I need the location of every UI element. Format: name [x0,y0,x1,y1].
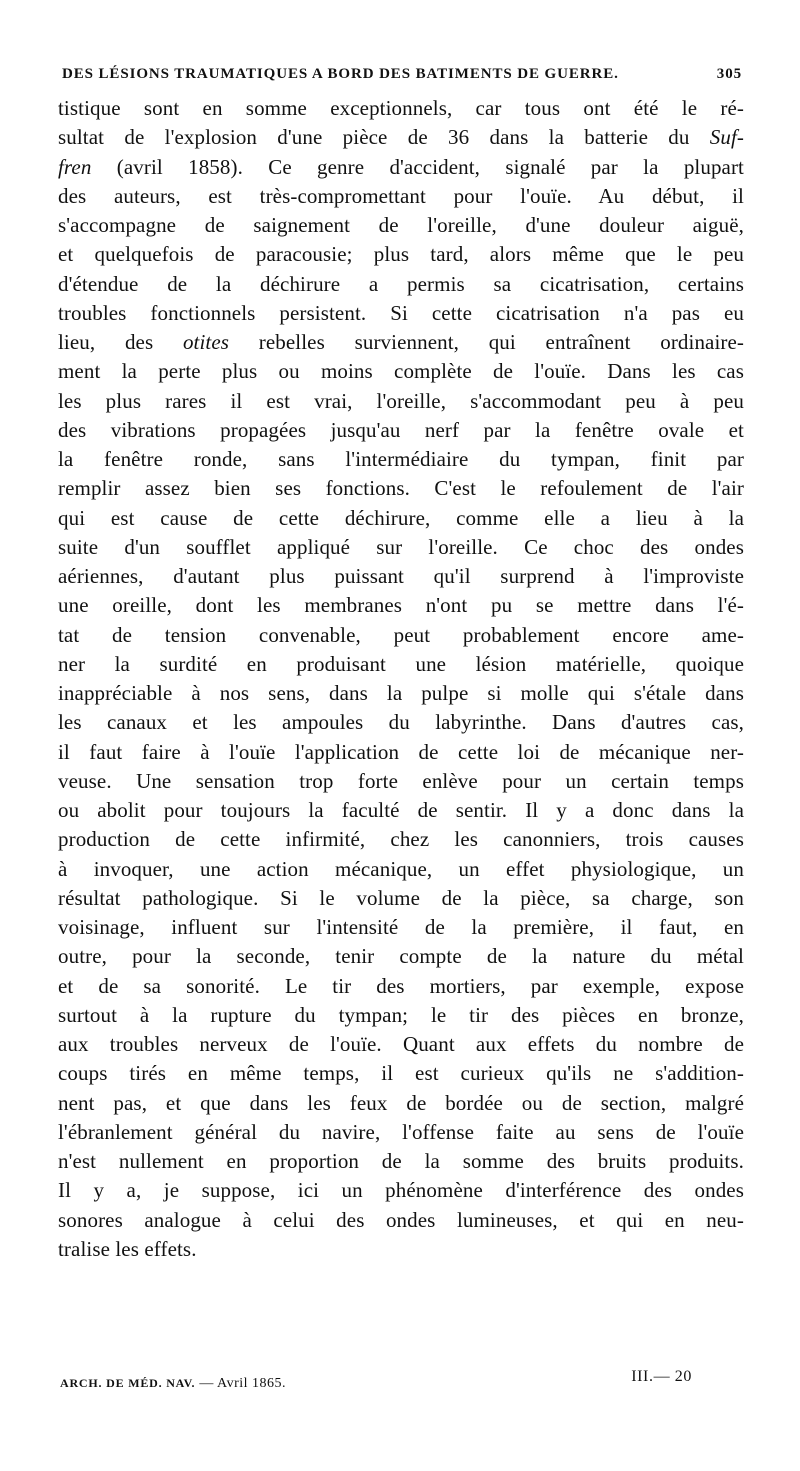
text-run: remplir assez bien ses fonctions. C'est le refoulement de l'air [58,476,744,501]
text-line [58,240,744,269]
text-run: et de sa sonorité. Le tir des mortiers, par exemple, expose [58,973,744,998]
footer-source [60,1376,286,1392]
text-line [58,855,744,884]
text-line [58,416,744,445]
text-line [58,270,744,299]
text-run: ou abolit pour toujours la faculté de sentir. Il y a donc dans la [58,798,744,822]
text-run: l'ébranlement général du navire, l'offense faite au sens de l'ouïe [58,1119,744,1144]
text-run: il faut faire à l'ouïe l'application de cette loi de mécanique ner- [58,739,744,764]
text-line [58,474,744,503]
footer-source-abbrev: ARCH. DE MÉD. NAV. [60,1376,196,1390]
text-line [58,533,744,562]
body-text [58,94,744,1264]
text-run: et quelquefois de paracousie; plus tard, alors même que le peu [58,242,744,267]
running-title: DES LÉSIONS TRAUMATIQUES A BORD DES BATIMENTS DE GUERRE. [62,66,619,82]
text-run: les canaux et les ampoules du labyrinthe. Dans d'autres cas, [58,710,744,735]
text-run: tistique sont en somme exceptionnels, car tous ont été le ré- [58,96,744,120]
text-line [58,1176,744,1205]
text-line [58,1001,744,1030]
text-run: veuse. Une sensation trop forte enlève pour un certain temps [58,768,744,793]
text-line [58,679,744,708]
text-run: s'accompagne de saignement de l'oreille, d'une douleur aiguë, [58,213,744,237]
text-line [58,1147,744,1176]
text-line [58,942,744,971]
signature-mark: III.— 20 [631,1368,692,1385]
text-run: ner la surdité en produisant une lésion matérielle, quoique [58,651,744,676]
text-run: lieu, des [58,330,183,354]
text-line [58,1059,744,1088]
text-line [58,591,744,620]
text-run: aux troubles nerveux de l'ouïe. Quant aux effets du nombre de [58,1032,744,1056]
page-footer [60,1368,692,1394]
text-line [58,94,744,123]
text-line [58,913,744,942]
text-line [58,1030,744,1059]
text-line [58,708,744,737]
text-run: surtout à la rupture du tympan; le tir des pièces en bronze, [58,1002,744,1027]
text-line [58,211,744,240]
text-run: aériennes, d'autant plus puissant qu'il surprend à l'improviste [58,564,744,588]
text-line [58,796,744,825]
text-line [58,153,744,182]
text-line [58,123,744,152]
text-run: (avril 1858). Ce genre d'accident, signalé par la plupart [91,154,744,179]
text-line [58,299,744,328]
text-run: suite d'un soufflet appliqué sur l'oreille. Ce choc des ondes [58,534,744,559]
text-run: sonores analogue à celui des ondes lumineuses, et qui en neu- [58,1207,744,1232]
text-line [58,445,744,474]
text-line [58,1089,744,1118]
text-run: troubles fonctionnels persistent. Si cette cicatrisation n'a pas eu [58,300,744,325]
text-line [58,767,744,796]
text-run: production de cette infirmité, chez les canonniers, trois causes [58,827,744,852]
text-run: d'étendue de la déchirure a permis sa cicatrisation, certains [58,271,744,296]
text-run: Il y a, je suppose, ici un phénomène d'interférence des ondes [58,1178,744,1203]
text-line [58,884,744,913]
text-run: une oreille, dont les membranes n'ont pu se mettre dans l'é- [58,593,744,618]
text-line [58,328,744,357]
text-run: ment la perte plus ou moins complète de l'ouïe. Dans les cas [58,359,744,384]
text-line [58,504,744,533]
text-line [58,1206,744,1235]
text-line [58,357,744,386]
text-run: rebelles surviennent, qui entraînent ordinaire- [229,330,744,354]
text-run: inappréciable à nos sens, dans la pulpe si molle qui s'étale dans [58,681,744,705]
text-line [58,562,744,591]
page-number: 305 [716,66,742,82]
text-line [58,650,744,679]
text-run: tat de tension convenable, peut probablement encore ame- [58,622,744,647]
text-run: sultat de l'explosion d'une pièce de 36 dans la batterie du [58,125,710,150]
text-run: voisinage, influent sur l'intensité de la première, il faut, en [58,915,744,939]
text-line [58,1235,744,1264]
text-run: tralise les effets. [58,1236,197,1261]
text-run: à invoquer, une action mécanique, un effet physiologique, un [58,856,744,881]
text-line [58,621,744,650]
text-run: résultat pathologique. Si le volume de la pièce, sa charge, son [58,885,744,910]
text-line [58,825,744,854]
text-run: des vibrations propagées jusqu'au nerf par la fenêtre ovale et [58,417,744,442]
text-run: coups tirés en même temps, il est curieux qu'ils ne s'addition- [58,1061,744,1086]
text-line [58,387,744,416]
text-run: qui est cause de cette déchirure, comme elle a lieu à la [58,505,744,530]
text-run: la fenêtre ronde, sans l'intermédiaire du tympan, finit par [58,447,744,471]
running-header [62,66,742,90]
italic-word: fren [58,154,92,179]
italic-word: otites [182,330,230,354]
text-line [58,1118,744,1147]
text-run: n'est nullement en proportion de la somme des bruits produits. [58,1149,744,1173]
text-run: nent pas, et que dans les feux de bordée ou de section, malgré [58,1090,744,1115]
footer-source-date: — Avril 1865. [195,1376,287,1391]
text-line [58,182,744,211]
text-run: les plus rares il est vrai, l'oreille, s'accommodant peu à peu [58,388,744,413]
text-run: des auteurs, est très-compromettant pour l'ouïe. Au début, il [58,183,744,208]
text-run: outre, pour la seconde, tenir compte de la nature du métal [58,944,744,969]
text-line [58,972,744,1001]
text-line [58,738,744,767]
italic-word: Suf- [709,125,744,150]
